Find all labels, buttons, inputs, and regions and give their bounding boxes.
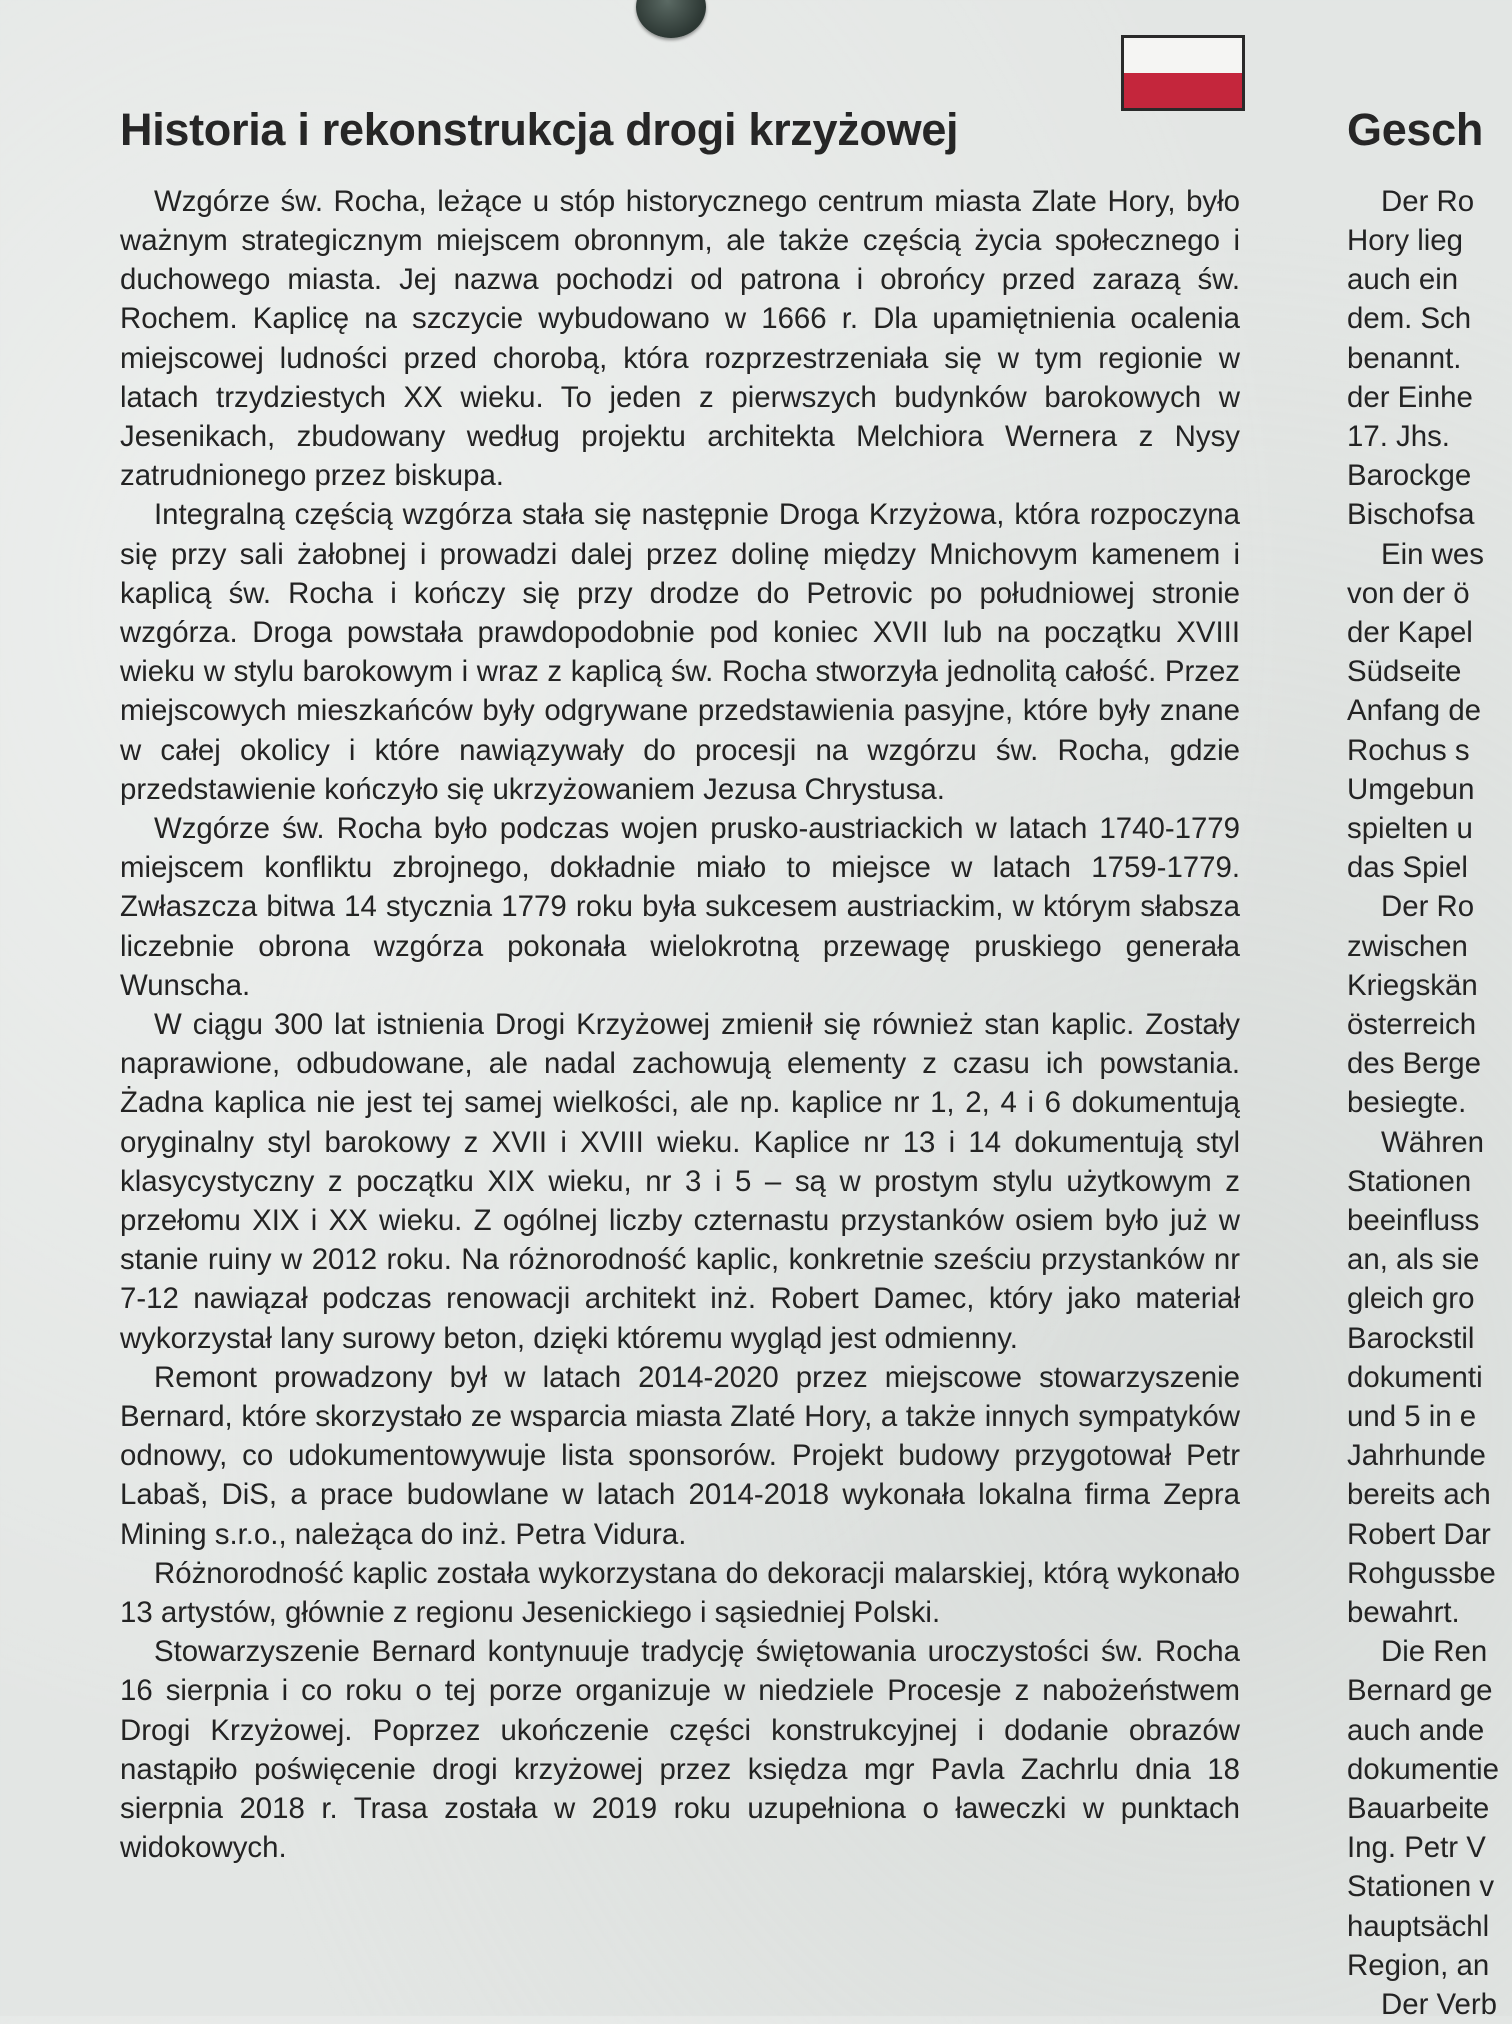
polish-paragraph: Stowarzyszenie Bernard kontynuuje tradycję świętowania uroczystości św. Rocha 16 sierpnia i co roku o tej porze organizuje w niedziele Procesje z nabożeństwem Drogi Krzyżowej. Poprzez ukończenie części konstrukcyjnej i dodanie obrazów nastąpiło poświęcenie drogi krzyżowej przez księdza mgr Pavla Zachrlu dnia 18 sierpnia 2018 r. Trasa została w 2019 roku uzupełniona o ławeczki w punktach widokowych. — [120, 1635, 1240, 1865]
german-text-line: bereits ach — [1347, 1478, 1491, 1512]
german-text-line: dokumenti — [1347, 1360, 1483, 1394]
german-text-line: Währen — [1381, 1125, 1484, 1159]
german-text-line: der Kapel — [1347, 615, 1473, 649]
german-text-line: der Einhe — [1347, 380, 1473, 414]
german-text-line: Bauarbeite — [1347, 1792, 1490, 1826]
german-text-line: 17. Jhs. — [1347, 419, 1450, 453]
polish-column — [120, 104, 1240, 1867]
polish-paragraph: Integralną częścią wzgórza stała się następnie Droga Krzyżowa, która rozpoczyna się przy sali żałobnej i prowadzi dalej przez dolinę między Mnichovym kamenem i kaplicą św. Rocha i kończy się przy drodze do Petrovic po południowej stronie wzgórza. Droga powstała prawdopodobnie pod koniec XVII lub na początku XVIII wieku w stylu barokowym i wraz z kaplicą św. Rocha stworzyła jednolitą całość. Przez miejscowych mieszkańców były odgrywane przedstawienia pasyjne, które były znane w całej okolicy i które nawiązywały do procesji na wzgórzu św. Rocha, gdzie przedstawienie kończyło się ukrzyżowaniem Jezusa Chrystusa. — [120, 498, 1240, 806]
german-text-line: besiegte. — [1347, 1086, 1467, 1120]
german-text-line: benannt. — [1347, 341, 1462, 375]
german-text-line: auch ein — [1347, 263, 1459, 297]
german-text-line: auch ande — [1347, 1713, 1485, 1747]
german-text-line: Rochus s — [1347, 733, 1470, 767]
german-text-line: Die Ren — [1381, 1635, 1488, 1669]
poland-flag-icon — [1121, 35, 1245, 111]
german-title: Gesch — [1347, 104, 1484, 155]
german-text-line: Anfang de — [1347, 694, 1482, 728]
german-text-line: Region, an — [1347, 1948, 1490, 1982]
german-text-line: Kriegskän — [1347, 968, 1478, 1002]
german-text-line: bewahrt. — [1347, 1596, 1460, 1630]
german-text-line: das Spiel — [1347, 851, 1468, 885]
flag-white-stripe — [1124, 38, 1242, 73]
flag-red-stripe — [1124, 73, 1242, 108]
german-text-line: Bischofsa — [1347, 498, 1475, 532]
german-text-line: Ing. Petr V — [1347, 1831, 1486, 1865]
mounting-screw — [636, 0, 706, 38]
german-text-line: des Berge — [1347, 1047, 1481, 1081]
german-text-line: Der Verb — [1381, 1988, 1497, 2022]
german-text-line: dem. Sch — [1347, 302, 1472, 336]
polish-paragraph: W ciągu 300 lat istnienia Drogi Krzyżowej zmienił się również stan kaplic. Zostały naprawione, odbudowane, ale nadal zachowują elementy z czasu ich powstania. Żadna kaplica nie jest tej samej wielkości, ale np. kaplice nr 1, 2, 4 i 6 dokumentują oryginalny styl barokowy z XVII i XVIII wieku. Kaplice nr 13 i 14 dokumentują styl klasycystyczny z początku XIX wieku, nr 3 i 5 – są w prostym stylu użytkowym z przełomu XIX i XX wieku. Z ogólnej liczby czternastu przystanków osiem było już w stanie ruiny w 2012 roku. Na różnorodność kaplic, konkretnie sześciu przystanków nr 7-12 nawiązał podczas renowacji architekt inż. Robert Damec, który jako materiał wykorzystał lany surowy beton, dzięki któremu wygląd jest odmienny. — [120, 1008, 1240, 1355]
polish-text — [120, 182, 1240, 1868]
german-text — [1347, 182, 1512, 2024]
german-text-line: an, als sie — [1347, 1243, 1480, 1277]
german-text-line: Barockge — [1347, 459, 1472, 493]
german-text-line: von der ö — [1347, 576, 1470, 610]
german-text-line: Der Ro — [1381, 184, 1475, 218]
polish-paragraph: Wzgórze św. Rocha, leżące u stóp historycznego centrum miasta Zlate Hory, było ważnym strategicznym miejscem obronnym, ale także częścią życia społecznego i duchowego miasta. Jej nazwa pochodzi od patrona i obrońcy przed zarazą św. Rochem. Kaplicę na szczycie wybudowano w 1666 r. Dla upamiętnienia ocalenia miejscowej ludności przed chorobą, która rozprzestrzeniała się w tym regionie w latach trzydziestych XX wieku. To jeden z pierwszych budynków barokowych w Jesenikach, zbudowany według projektu architekta Melchiora Wernera z Nysy zatrudnionego przez biskupa. — [120, 184, 1240, 493]
german-text-line: österreich — [1347, 1008, 1477, 1042]
german-text-line: Bernard ge — [1347, 1674, 1493, 1708]
german-text-line: und 5 in e — [1347, 1400, 1477, 1434]
german-text-line: Der Ro — [1381, 890, 1475, 924]
german-text-line: gleich gro — [1347, 1282, 1475, 1316]
german-text-line: Ein wes — [1381, 537, 1484, 571]
polish-paragraph: Remont prowadzony był w latach 2014-2020 przez miejscowe stowarzyszenie Bernard, które skorzystało ze wsparcia miasta Zlaté Hory, a także innych sympatyków odnowy, co udokumentowywuje lista sponsorów. Projekt budowy przygotował Petr Labaš, DiS, a prace budowlane w latach 2014-2018 wykonała lokalna firma Zepra Mining s.r.o., należąca do inż. Petra Vidura. — [120, 1360, 1240, 1551]
german-text-line: Stationen v — [1347, 1870, 1495, 1904]
german-text-line: Robert Dar — [1347, 1517, 1491, 1551]
german-text-line: dokumentie — [1347, 1752, 1499, 1786]
polish-title: Historia i rekonstrukcja drogi krzyżowej — [120, 104, 959, 155]
german-text-line: Stationen — [1347, 1164, 1472, 1198]
german-column — [1347, 104, 1512, 2024]
german-text-line: Südseite — [1347, 655, 1462, 689]
german-text-line: spielten u — [1347, 812, 1473, 845]
german-text-line: Hory lieg — [1347, 223, 1463, 257]
german-text-line: beeinfluss — [1347, 1204, 1480, 1238]
german-text-line: hauptsächl — [1347, 1909, 1490, 1943]
polish-paragraph: Wzgórze św. Rocha było podczas wojen prusko-austriackich w latach 1740-1779 miejscem konfliktu zbrojnego, dokładnie miało to miejsce w latach 1759-1779. Zwłaszcza bitwa 14 stycznia 1779 roku była sukcesem austriackim, w którym słabsza liczebnie obrona wzgórza pokonała wielokrotną przewagę pruskiego generała Wunscha. — [120, 812, 1240, 1002]
german-text-line: Umgebun — [1347, 772, 1475, 806]
german-text-line: Rohgussbe — [1347, 1556, 1496, 1590]
german-text-line: Barockstil — [1347, 1321, 1475, 1355]
german-text-line: Jahrhunde — [1347, 1439, 1486, 1473]
german-text-line: zwischen — [1347, 929, 1468, 963]
polish-paragraph: Różnorodność kaplic została wykorzystana do dekoracji malarskiej, którą wykonało 13 artystów, głównie z regionu Jesenickiego i sąsiedniej Polski. — [120, 1556, 1240, 1630]
